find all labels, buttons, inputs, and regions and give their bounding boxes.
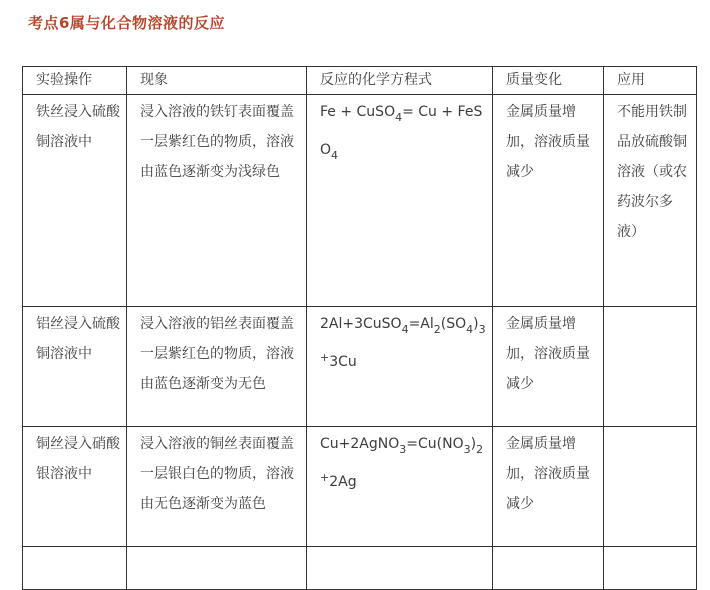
- equation-cell: [307, 307, 493, 427]
- mass-change-cell: 金属质量增加，溶液质量减少: [493, 307, 604, 427]
- table-header-row: [23, 67, 697, 95]
- phenomenon-cell: 浸入溶液的铁钉表面覆盖一层紫红色的物质，溶液由蓝色逐渐变为浅绿色: [127, 95, 307, 307]
- chemical-equation: Fe + CuSO$_4$= Cu + FeSO$_4$: [320, 104, 483, 162]
- table-row: [23, 307, 697, 427]
- phenomenon-cell: 浸入溶液的铝丝表面覆盖一层紫红色的物质，溶液由蓝色逐渐变为无色: [127, 307, 307, 427]
- equation-cell: [307, 427, 493, 547]
- chemical-equation: $2Al+3CuSO_4=Al_2(SO_4)_3^+3Cu$: [320, 316, 486, 370]
- header-mass-change: 质量变化: [493, 67, 604, 95]
- reaction-table: [22, 66, 697, 590]
- chemical-equation: $Cu+2AgNO_3=Cu(NO_3)_2^+2Ag$: [320, 436, 484, 490]
- equation-cell: [307, 95, 493, 307]
- header-application: 应用: [604, 67, 697, 95]
- header-equation: 反应的化学方程式: [307, 67, 493, 95]
- table-row: [23, 95, 697, 307]
- operation-cell: 铜丝浸入硝酸银溶液中: [23, 427, 127, 547]
- phenomenon-cell: 浸入溶液的铜丝表面覆盖一层银白色的物质，溶液由无色逐渐变为蓝色: [127, 427, 307, 547]
- mass-change-cell: 金属质量增加，溶液质量减少: [493, 427, 604, 547]
- mass-change-cell: 金属质量增加，溶液质量减少: [493, 95, 604, 307]
- header-phenomenon: 现象: [127, 67, 307, 95]
- operation-cell: 铝丝浸入硫酸铜溶液中: [23, 307, 127, 427]
- application-cell: 不能用铁制品放硫酸铜溶液（或农药波尔多液）: [604, 95, 697, 307]
- header-operation: 实验操作: [23, 67, 127, 95]
- table-row: [23, 427, 697, 547]
- operation-cell: 铁丝浸入硫酸铜溶液中: [23, 95, 127, 307]
- section-heading: 考点6属与化合物溶液的反应: [28, 14, 225, 32]
- application-cell: [604, 307, 697, 427]
- application-cell: [604, 427, 697, 547]
